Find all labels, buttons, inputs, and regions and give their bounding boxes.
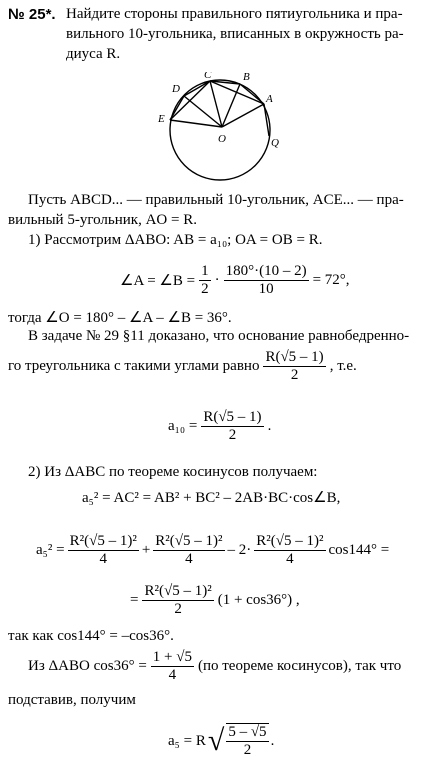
label-a: A [266,93,273,105]
frac-half [199,263,211,298]
frac-half-num: 1 [201,262,209,279]
geometry-figure [150,72,300,182]
substituting: подставив, получим [8,692,136,708]
a5-dot: . [270,732,275,749]
abo-tail: (по теореме косинусов), так что [197,657,402,674]
a10-frac [201,409,263,444]
task29-frac-den: 2 [290,366,299,383]
chord-ca [210,81,264,104]
eq-t2 [153,533,224,568]
eq-t2-den: 4 [185,550,193,567]
a10-left: a₁₀ = [168,417,198,434]
a10-num: R(√5 – 1) [203,408,262,425]
radius-oa [222,104,264,127]
angle-equation: ∠A = ∠B = $\frac{1}{2}$ · $\frac{180^\circ\cdot(10 - 2)}{10}$ = 72°, [120,262,350,297]
eq2-num: R²(√5 – 1)² [144,582,212,599]
because: так как cos144° = –cos36°. [8,628,174,644]
frac-half-den: 2 [201,280,209,297]
eq-plus: + [141,541,151,558]
eq-cos: cos144° = [328,541,390,558]
eq-t3-num: R²(√5 – 1)² [256,532,324,549]
a5-equation [168,718,274,764]
abo-frac [151,649,194,684]
eq-t3-den: 4 [286,550,294,567]
abo-num: 1 + √5 [152,648,192,665]
side-ba [240,84,264,104]
abo-den: 4 [168,666,177,683]
frac-angle-den: 10 [258,280,274,297]
then-o: тогда ∠O = 180° – ∠A – ∠B = 36°. [8,310,232,326]
angle-eq-left: ∠A = ∠B = [120,272,196,289]
eq-minus: – 2· [227,541,252,558]
abo-line [28,644,401,688]
cos-law: a₅² = AC² = AB² + BC² – 2AB·BC·cos∠B, [82,490,341,506]
eq2-left: = [130,591,139,608]
a10-den: 2 [228,426,237,443]
task29-frac [263,349,325,384]
task29-line2 [8,346,357,386]
label-c: C [204,72,212,81]
a5-den: 2 [243,742,252,758]
eq2-tail: (1 + cos36°) , [217,591,300,608]
label-q: Q [271,137,279,149]
eq2-den: 2 [174,600,182,617]
label-o: O [218,133,226,145]
frac-angle [224,263,309,298]
frac-angle-num: 180°·(10 – 2) [225,262,307,279]
a5sq-equation [36,528,389,572]
eq-t1-den: 4 [99,550,107,567]
problem-line-3: диуса R. [66,46,121,62]
eq-t1 [68,533,139,568]
eq-a5-left: a₅² = [36,541,65,558]
eq2-frac [142,583,213,618]
side-aq [264,104,269,136]
radius-oc [210,81,222,127]
step2: 2) Из ΔABC по теореме косинусов получаем: [28,464,318,480]
angle-result: = 72°, [312,271,350,288]
label-b: B [243,72,250,83]
a5-num: 5 – √5 [228,724,267,740]
a10-dot: . [267,417,272,434]
eq2 [130,578,300,622]
task29-text: го треугольника с такими углами равно [8,357,260,374]
problem-number: № 25*. [8,6,56,23]
label-e: E [158,113,165,125]
eq-t3 [254,533,325,568]
label-d: D [172,83,180,95]
para1-line1: Пусть ABCD... — правильный 10-угольник, ACE... — пра- [28,192,404,208]
a5-left: a₅ = R [168,732,206,749]
task29-frac-num: R(√5 – 1) [265,348,324,365]
task29-line1: В задаче № 29 §11 доказано, что основание равнобедренно- [28,328,410,344]
sqrt-sign: √ [207,724,225,757]
eq-t1-num: R²(√5 – 1)² [69,532,137,549]
eq-t2-num: R²(√5 – 1)² [155,532,223,549]
problem-line-1: Найдите стороны правильного пятиугольника и пра- [66,6,403,22]
task29-tail: , т.е. [329,357,357,374]
step1: 1) Рассмотрим ΔABO: AB = a₁₀; OA = OB = R. [28,232,323,248]
abo-left: Из ΔABO cos36° = [28,657,147,674]
a10-equation [168,406,271,446]
para1-line2: вильный 5-угольник, AO = R. [8,212,197,228]
a5-frac [226,723,268,759]
problem-line-2: вильного 10-угольника, вписанных в окружность ра- [66,26,404,42]
